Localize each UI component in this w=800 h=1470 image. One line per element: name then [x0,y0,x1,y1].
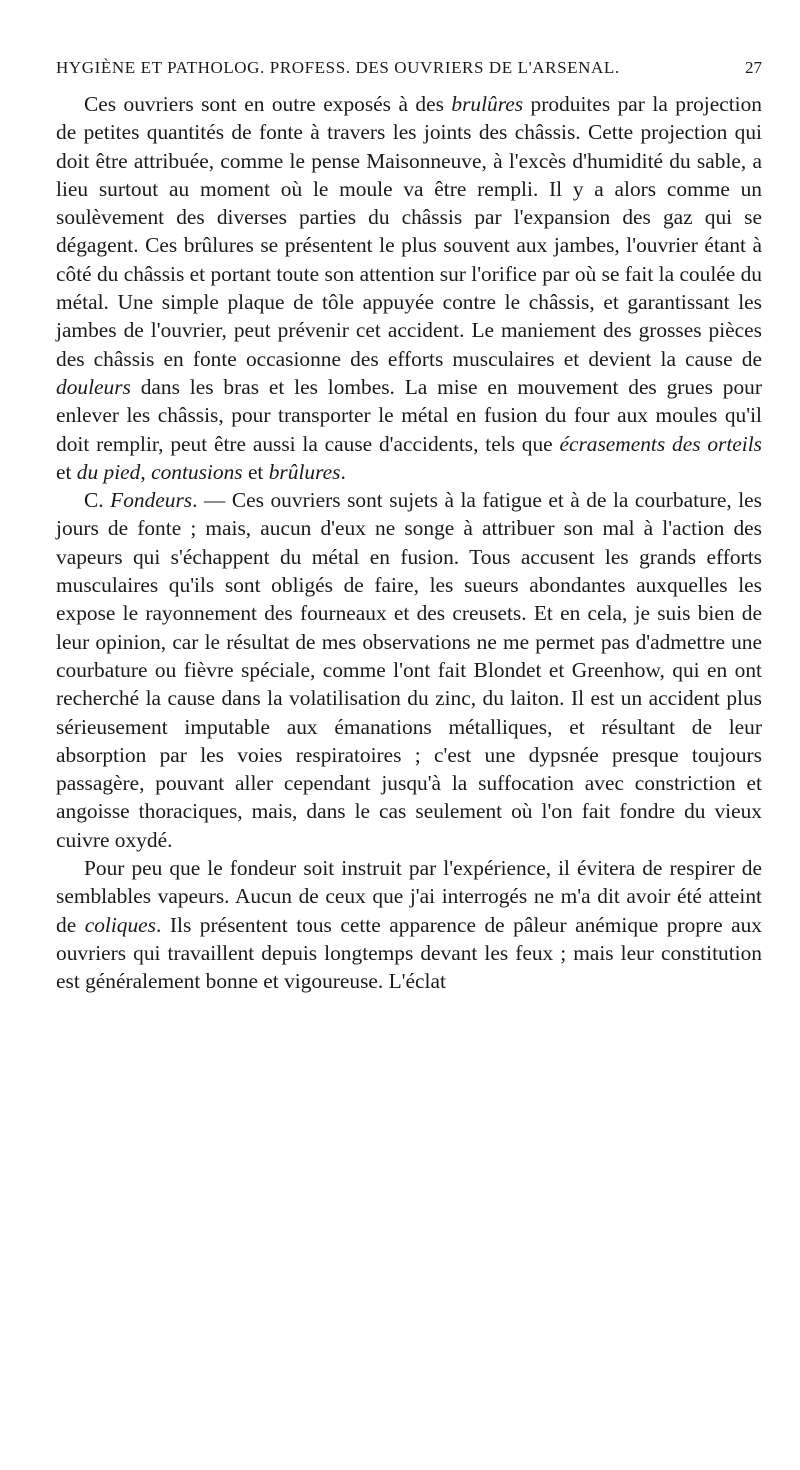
paragraph [56,854,762,995]
text-run: . [340,459,346,484]
text-run: C. [84,488,111,513]
page-number: 27 [745,58,762,77]
text-run: Pour peu que le fondeur soit instruit par l'expérience, il évitera de respirer de semblables vapeurs. Aucun de ceux que j'ai interrogés ne m'a dit avoir été atteint de [56,856,762,937]
text-run: Ces ouvriers sont en outre exposés à des [84,92,452,116]
running-head-title: HYGIÈNE ET PATHOLOG. PROFESS. DES OUVRIERS DE L'ARSENAL. [56,58,620,77]
text-run: . — Ces ouvriers sont sujets à la fatigue et à de la courbature, les jours de fonte ; mais, aucun d'eux ne songe à attribuer son mal à l'action des vapeurs qui s'échappent du métal en fusion. Tous accusent les grands efforts musculaires qu'ils sont obligés de faire, les sueurs abondantes auxquelles les expose le rayonnement des fourneaux et des creusets. Et en cela, je suis bien de leur opinion, car le résultat de mes observations ne me permet pas d'admettre une courbature ou fièvre spéciale, comme l'ont fait Blondet et Greenhow, qui en ont recherché la cause dans la volatilisation du zinc, du laiton. Il est un accident plus sérieusement imputable aux émanations métalliques, et résultant de leur absorption par les voies respiratoires ; c'est une dypsnée presque toujours passagère, pouvant aller cependant jusqu'à la suffocation avec constriction et angoisse thoraciques, mais, dans le cas seulement où l'on fait fondre du vieux cuivre oxydé. [56,488,762,852]
italic-text: brûlures [268,459,341,484]
text-run: et [56,459,77,484]
text-run: et [242,459,269,484]
text-run: , [140,459,152,484]
italic-text: coliques [84,912,157,937]
book-page [56,58,762,996]
running-head [56,58,762,84]
italic-text: écrasements des orteils [559,431,762,456]
text-run: . Ils présentent tous cette apparence de pâleur anémique propre aux ouvriers qui travaillent depuis longtemps devant les feux ; mais leur constitution est généralement bonne et vigoureuse. L'éclat [56,912,762,994]
italic-text: brulûres [451,92,524,116]
text-run: produites par la projection de petites quantités de fonte à travers les joints des châssis. Cette projection qui doit être attribuée, comme le pense Maisonneuve, à l'excès d'humidité du sable, a lieu surtout au moment où le moule va être rempli. Il y a alors comme un soulèvement des diverses parties du châssis par l'expansion des gaz qui se dégagent. Ces brûlures se présentent le plus souvent aux jambes, l'ouvrier étant à côté du châssis et portant toute son attention sur l'orifice par où se fait la coulée du métal. Une simple plaque de tôle appuyée contre le châssis, et garantissant les jambes de l'ouvrier, peut prévenir cet accident. Le maniement des grosses pièces des châssis en fonte occasionne des efforts musculaires et devient la cause de [56,92,762,371]
italic-text: douleurs [56,374,131,399]
italic-text: contusions [151,459,243,484]
page-body [56,90,762,996]
italic-text: Fondeurs [110,488,193,513]
italic-text: du pied [76,459,141,484]
paragraph [56,90,762,486]
text-run: dans les bras et les lombes. La mise en mouvement des grues pour enlever les châssis, pour transporter le métal en fusion du four aux moules qu'il doit remplir, peut être aussi la cause d'accidents, tels que [56,374,762,456]
paragraph [56,486,762,854]
